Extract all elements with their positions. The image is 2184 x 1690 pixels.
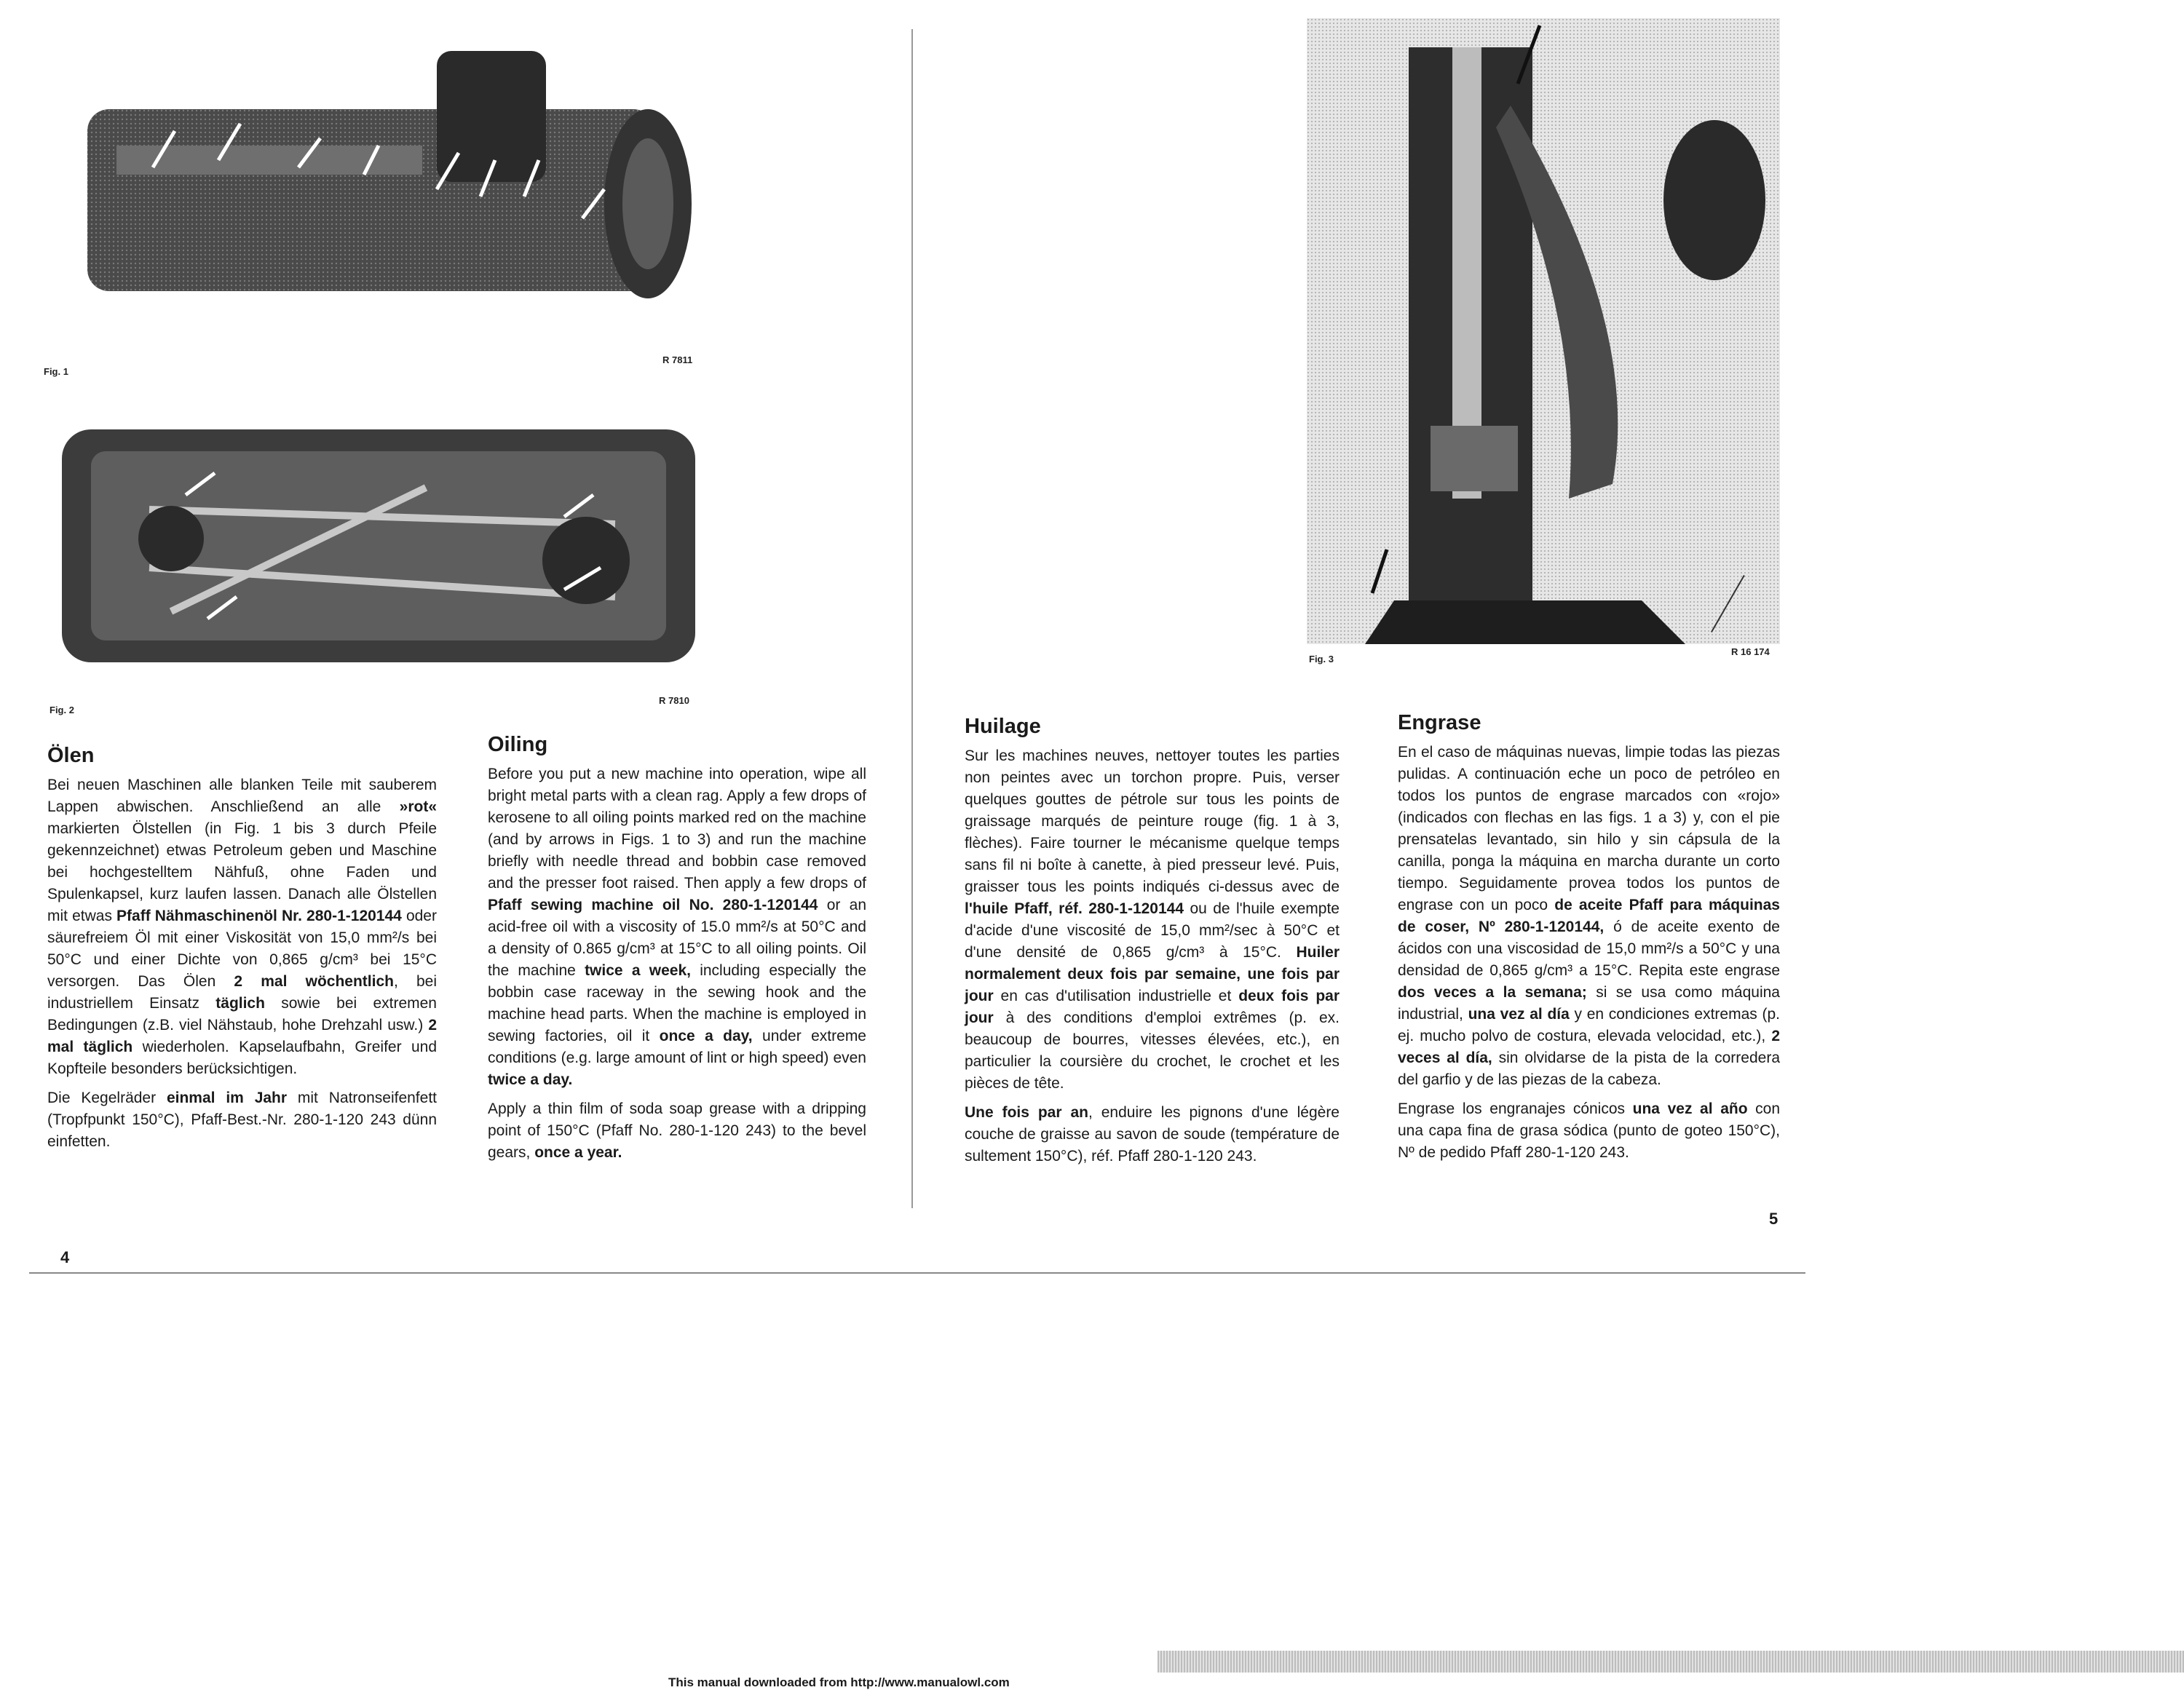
german-paragraph-1: Bei neuen Maschinen alle blanken Teile mit sauberem Lappen abwischen. Anschließend an alle »rot« markierten Ölstellen (in Fig. 1 bis 3 durch Pfeile gekennzeichnet) etwas Petroleum geben und Maschine bei hochgestelltem Nähfuß, ohne Faden und Spulenkapsel, kurz laufen lassen. Danach alle Ölstellen mit etwas Pfaff Nähmaschinenöl Nr. 280-1-120144 oder säurefreiem Öl mit einer Viskosität von 15,0 mm²/s bei 50°C und einer Dichte von 0,865 g/cm³ bei 15°C versorgen. Das Ölen 2 mal wöchentlich, bei industriellem Einsatz täglich sowie bei extremen Bedingungen (z.B. viel Nähstaub, hohe Drehzahl usw.) 2 mal täglich wiederholen. Kapselaufbahn, Greifer und Kopfteile besonders berücksichtigen. <box>47 777 437 1077</box>
english-paragraph-1: Before you put a new machine into operation, wipe all bright metal parts with a clean rag. Apply a few drops of kerosene to all oiling points marked red on the machine (and by arrows in Figs. 1 to 3) and run the machine briefly with needle thread and bobbin case removed and the presser foot raised. Then apply a few drops of Pfaff sewing machine oil No. 280-1-120144 or an acid-free oil with a viscosity of 15.0 mm²/s at 50°C and a density of 0.865 g/cm³ at 15°C to all oiling points. Oil the machine twice a week, including especially the bobbin case raceway in the sewing hook and the machine head parts. When the machine is employed in sewing factories, oil it once a day, under extreme conditions (e.g. large amount of lint or high speed) even twice a day. <box>488 766 867 1088</box>
figure-3-ref: R 16 174 <box>1731 646 1770 657</box>
german-heading: Ölen <box>47 744 95 767</box>
sewing-machine-top-illustration <box>73 44 706 335</box>
page-number-left: 4 <box>60 1248 70 1266</box>
sewing-machine-underside-illustration <box>62 429 695 662</box>
french-paragraph-2: Une fois par an, enduire les pignons d'une légère couche de graisse au savon de soude (température de sultement 150°C), réf. Pfaff 280-1-120 243. <box>965 1104 1340 1165</box>
spanish-section <box>1398 710 1780 1171</box>
spanish-heading: Engrase <box>1398 711 1481 734</box>
figure-3-photo <box>1307 18 1780 644</box>
scan-edge-strip <box>1158 1651 2184 1673</box>
german-paragraph-2: Die Kegelräder einmal im Jahr mit Natronseifenfett (Tropfpunkt 150°C), Pfaff-Best.-Nr. 280-1-120 243 dünn einfetten. <box>47 1090 437 1150</box>
needle-area-illustration <box>1307 18 1780 644</box>
figure-2-ref: R 7810 <box>659 695 689 706</box>
spanish-paragraph-2: Engrase los engranajes cónicos una vez al año con una capa fina de grasa sódica (punto de goteo 150°C), Nº de pedido Pfaff 280-1-120 243. <box>1398 1100 1781 1161</box>
figure-2-label: Fig. 2 <box>50 705 74 715</box>
figure-1-photo <box>73 44 706 335</box>
spanish-paragraph-1: En el caso de máquinas nuevas, limpie todas las piezas pulidas. A continuación eche un poco de petróleo en todos los puntos de engrase marcados con «rojo» (indicados con flechas en las figs. 1 a 3) y, con el pie prensatelas levantado, sin hilo y sin cápsula de la canilla, ponga la máquina en marcha durante un corto tiempo. Seguidamente provea todos los puntos de engrase con un poco de aceite Pfaff para máquinas de coser, Nº 280-1-120144, ó de aceite exento de ácidos con una viscosidad de 15,0 mm²/s a 50°C y una densidad de 0,865 g/cm³ a 15°C. Repita este engrase dos veces a la semana; si se usa como máquina industrial, una vez al día y en condiciones extremas (p. ej. mucho polvo de costura, elevada velocidad, etc.), 2 veces al día, sin olvidarse de la pista de la corredera del garfio y de las piezas de la cabeza. <box>1398 744 1780 1088</box>
german-section <box>47 742 437 1160</box>
french-paragraph-1: Sur les machines neuves, nettoyer toutes les parties non peintes avec un torchon propre. Puis, verser quelques gouttes de pétrole sur tous les points de graissage marqués de peinture rouge (fig. 1 à 3, flèches). Faire tourner le mécanisme quelque temps sans fil ni boîte à canette, à pied presseur levé. Puis, graisser tous les points indiqués ci-dessus avec de l'huile Pfaff, réf. 280-1-120144 ou de l'huile exempte d'acide d'une viscosité de 15,0 mm²/sec à 50°C et d'une densité de 0,865 g/cm³ à 15°C. Huiler normalement deux fois par semaine, une fois par jour en cas d'utilisation industrielle et deux fois par jour à des conditions d'emploi extrêmes (p. ex. beaucoup de bourres, vitesses élevées, etc.), en particulier la coursière du crochet, le crochet et les pièces de tête. <box>965 747 1340 1092</box>
figure-1-label: Fig. 1 <box>44 366 68 377</box>
french-heading: Huilage <box>965 715 1041 738</box>
figure-3-label: Fig. 3 <box>1309 654 1334 665</box>
english-heading: Oiling <box>488 733 548 756</box>
page-number-right: 5 <box>1769 1210 1779 1228</box>
french-section <box>965 713 1340 1175</box>
download-footer: This manual downloaded from http://www.manualowl.com <box>668 1675 1010 1689</box>
page-fold-line <box>911 29 913 1208</box>
page-bottom-rule <box>29 1272 1805 1274</box>
english-paragraph-2: Apply a thin film of soda soap grease with a dripping point of 150°C (Pfaff No. 280-1-120 243) to the bevel gears, once a year. <box>488 1100 866 1161</box>
english-section <box>488 731 866 1171</box>
figure-2-photo <box>62 429 695 662</box>
figure-1-ref: R 7811 <box>662 354 693 365</box>
